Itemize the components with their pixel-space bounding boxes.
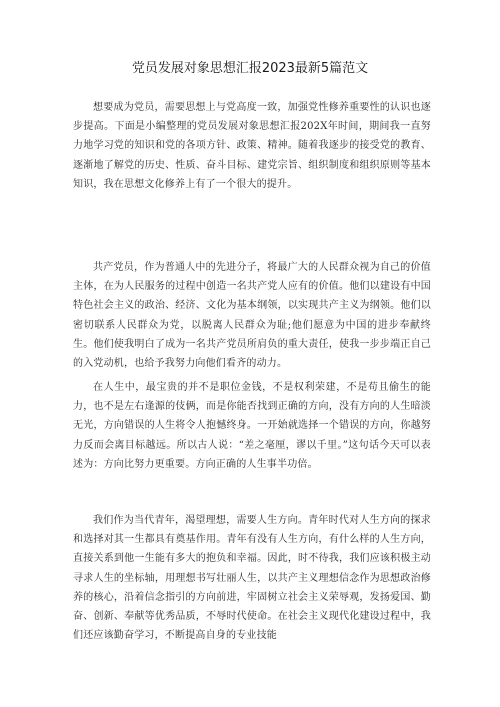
paragraph-party-members: 共产党员，作为普通人中的先进分子，将最广大的人民群众视为自己的价值主体，在为人民服务的过程中创造一名共产党人应有的价值。他们以建设有中国特色社会主义的政治、经济、文化为基本纲领，以实现共产主义为纲领。他们以密切联系人民群众为党，以脱离人民群众为耻;他们愿意为中国的进步奉献终生。他们使我明白了成为一名共产党员所肩负的重大责任，使我一步步端正自己的入党动机，也给予我努力向他们看齐的动力。 [73,262,431,370]
paragraph-intro: 想要成为党员，需要思想上与党高度一致，加强党性修养重要性的认识也逐步提高。下面是小编整理的党员发展对象思想汇报202X年时间，期间我一直努力地学习党的知识和党的各项方针、政策、精神。随着我逐步的接受党的教育、逐渐地了解党的历史、性质、奋斗目标、建党宗旨、组织制度和组织原则等基本知识，我在思想文化修养上有了一个很大的提升。 [73,102,431,190]
paragraph-youth: 我们作为当代青年，渴望理想，需要人生方向。青年时代对人生方向的探求和选择对其一生都具有奠基作用。青年有没有人生方向，有什么样的人生方向，直接关系到他一生能有多大的抱负和幸福。因此，时不待我，我们应该积极主动寻求人生的坐标轴，用理想书写壮丽人生，以共产主义理想信念作为思想政治修养的核心，沿着信念指引的方向前进，牢固树立社会主义荣辱观，发扬爱国、勤奋、创新、奉献等优秀品质，不辱时代使命。在社会主义现代化建设过程中，我们还应该勤奋学习，不断提高自身的专业技能 [73,515,431,642]
document-title: 党员发展对象思想汇报2023最新5篇范文 [131,61,369,76]
paragraph-life-direction: 在人生中，最宝贵的并不是职位金钱，不是权利荣建，不是苟且偷生的能力，也不是左右逢源的伎俩，而是你能否找到正确的方向，没有方向的人生暗淡无光，方向错误的人生将令人抱憾终身。一开始就选择一个错误的方向，你越努力反而会离目标越远。所以古人说：“差之毫厘，谬以千里。”这句话今天可以表述为：方向比努力更重要。方向正确的人生事半功倍。 [73,382,431,470]
